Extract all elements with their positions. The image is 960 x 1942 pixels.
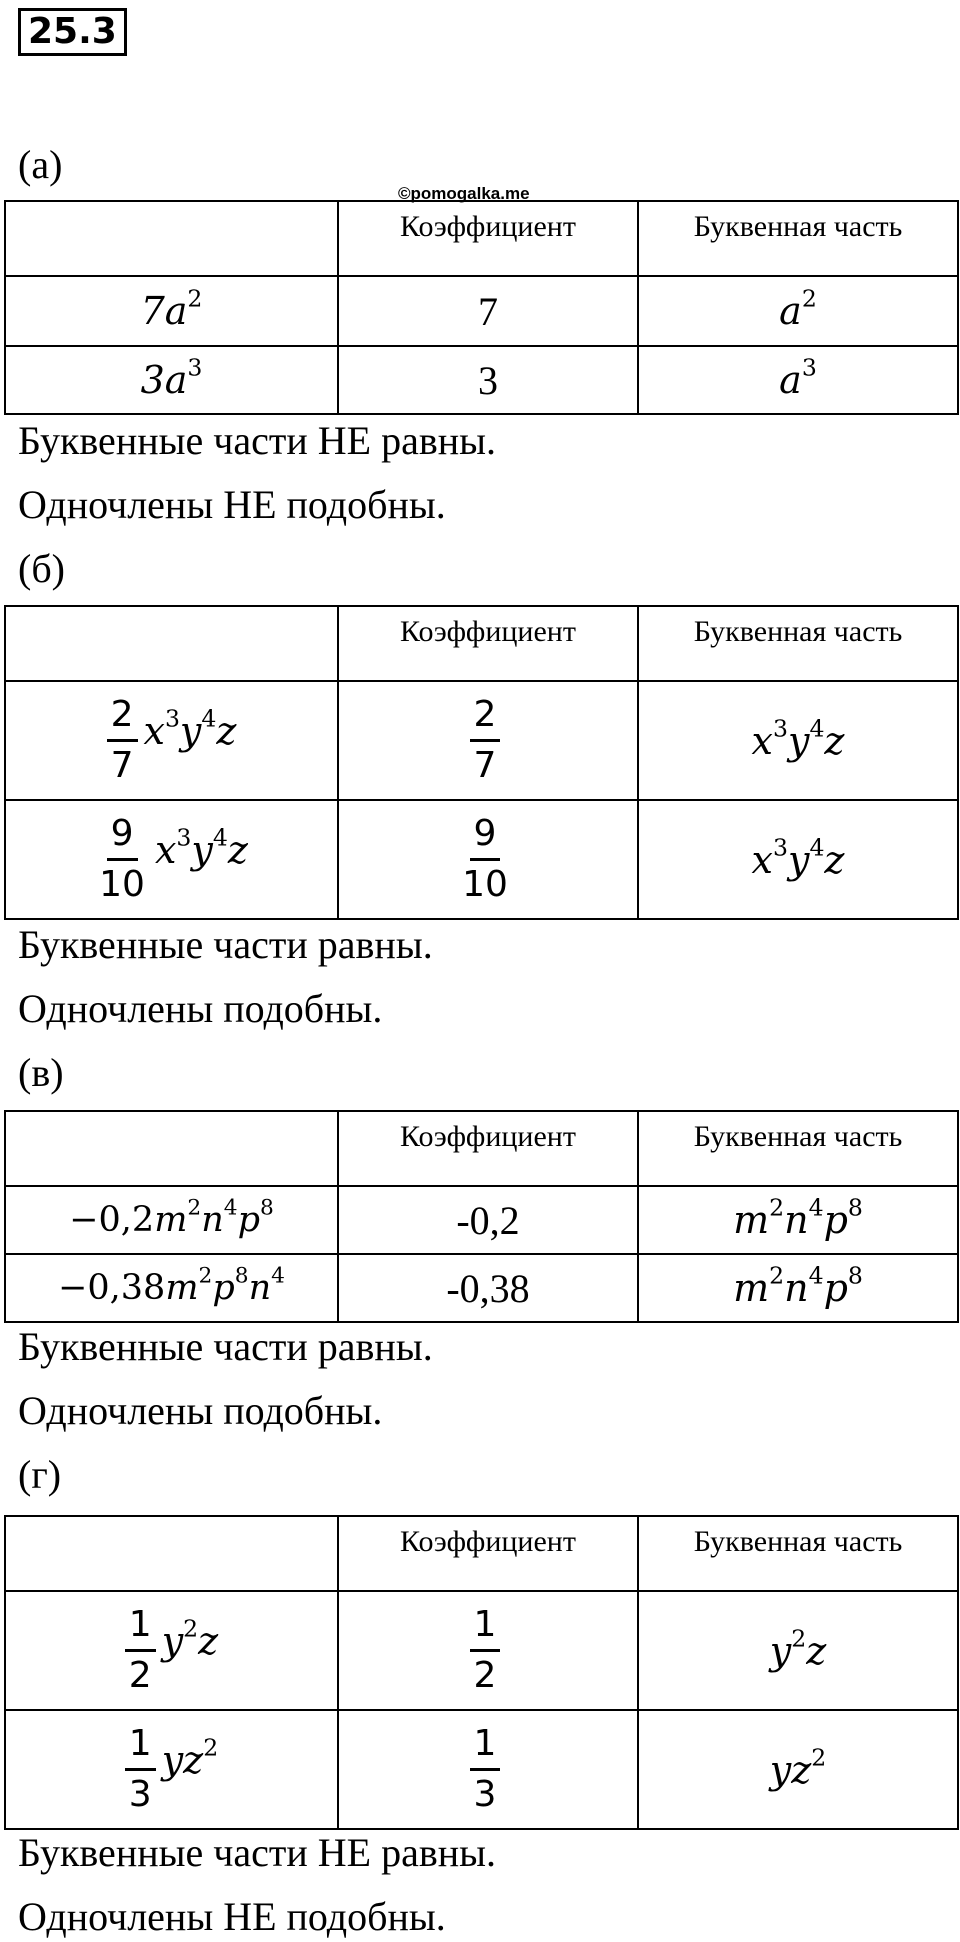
- section-label-b: (б): [18, 546, 65, 591]
- header-empty: [5, 606, 338, 681]
- letter-part-cell: $yz^2$: [638, 1710, 958, 1829]
- table-d: [4, 1515, 959, 1830]
- table-row: [5, 346, 958, 414]
- table-row: [5, 1710, 958, 1829]
- table-c: [4, 1110, 959, 1323]
- table-header-row: [5, 1516, 958, 1591]
- coefficient-cell: -0,2: [338, 1186, 638, 1254]
- monomial-cell: $\frac{9}{10}$ $x^3y^4z$: [5, 800, 338, 919]
- letter-part-cell: $a^2$: [638, 276, 958, 346]
- letter-part-cell: $x^3y^4z$: [638, 800, 958, 919]
- header-coefficient: Коэффициент: [338, 1111, 638, 1186]
- monomial-cell: $\frac{1}{2}$ $y^2z$: [5, 1591, 338, 1710]
- watermark: ©pomogalka.me: [398, 184, 530, 203]
- header-empty: [5, 1111, 338, 1186]
- coefficient-cell: $\frac{9}{10}$: [338, 800, 638, 919]
- header-letter-part: Буквенная часть: [638, 1516, 958, 1591]
- table-row: [5, 681, 958, 800]
- table-a: [4, 200, 959, 415]
- header-letter-part: Буквенная часть: [638, 201, 958, 276]
- monomial-cell: $-0,2m^2n^4p^8$: [5, 1186, 338, 1254]
- header-coefficient: Коэффициент: [338, 1516, 638, 1591]
- monomial-cell: $-0,38m^2p^8n^4$: [5, 1254, 338, 1322]
- letter-part-cell: $m^2n^4p^8$: [638, 1254, 958, 1322]
- section-label-d: (г): [18, 1452, 62, 1497]
- statement-similarity-a: Одночлены НЕ подобны.: [18, 482, 446, 527]
- header-empty: [5, 201, 338, 276]
- header-coefficient: Коэффициент: [338, 201, 638, 276]
- coefficient-cell: $\frac{1}{2}$: [338, 1591, 638, 1710]
- problem-number: 25.3: [18, 8, 127, 56]
- header-letter-part: Буквенная часть: [638, 1111, 958, 1186]
- statement-letter-parts-d: Буквенные части НЕ равны.: [18, 1830, 497, 1875]
- coefficient-cell: 7: [338, 276, 638, 346]
- statement-similarity-b: Одночлены подобны.: [18, 986, 383, 1031]
- statement-similarity-c: Одночлены подобны.: [18, 1388, 383, 1433]
- section-label-c: (в): [18, 1050, 64, 1095]
- table-row: [5, 800, 958, 919]
- header-coefficient: Коэффициент: [338, 606, 638, 681]
- statement-letter-parts-c: Буквенные части равны.: [18, 1324, 433, 1369]
- table-row: [5, 1186, 958, 1254]
- letter-part-cell: $m^2n^4p^8$: [638, 1186, 958, 1254]
- letter-part-cell: $x^3y^4z$: [638, 681, 958, 800]
- statement-letter-parts-b: Буквенные части равны.: [18, 922, 433, 967]
- table-row: [5, 276, 958, 346]
- statement-letter-parts-a: Буквенные части НЕ равны.: [18, 418, 497, 463]
- coefficient-cell: $\frac{1}{3}$: [338, 1710, 638, 1829]
- letter-part-cell: $y^2z$: [638, 1591, 958, 1710]
- section-label-a: (а): [18, 142, 63, 187]
- table-row: [5, 1591, 958, 1710]
- table-header-row: [5, 1111, 958, 1186]
- monomial-cell: $\frac{2}{7}$ $x^3y^4z$: [5, 681, 338, 800]
- monomial-cell: $\frac{1}{3}$ $yz^2$: [5, 1710, 338, 1829]
- coefficient-cell: $\frac{2}{7}$: [338, 681, 638, 800]
- statement-similarity-d: Одночлены НЕ подобны.: [18, 1894, 446, 1939]
- table-header-row: [5, 201, 958, 276]
- header-letter-part: Буквенная часть: [638, 606, 958, 681]
- coefficient-cell: 3: [338, 346, 638, 414]
- monomial-cell: $7a^2$: [5, 276, 338, 346]
- letter-part-cell: $a^3$: [638, 346, 958, 414]
- table-b: [4, 605, 959, 920]
- monomial-cell: $3a^3$: [5, 346, 338, 414]
- table-row: [5, 1254, 958, 1322]
- table-header-row: [5, 606, 958, 681]
- header-empty: [5, 1516, 338, 1591]
- coefficient-cell: -0,38: [338, 1254, 638, 1322]
